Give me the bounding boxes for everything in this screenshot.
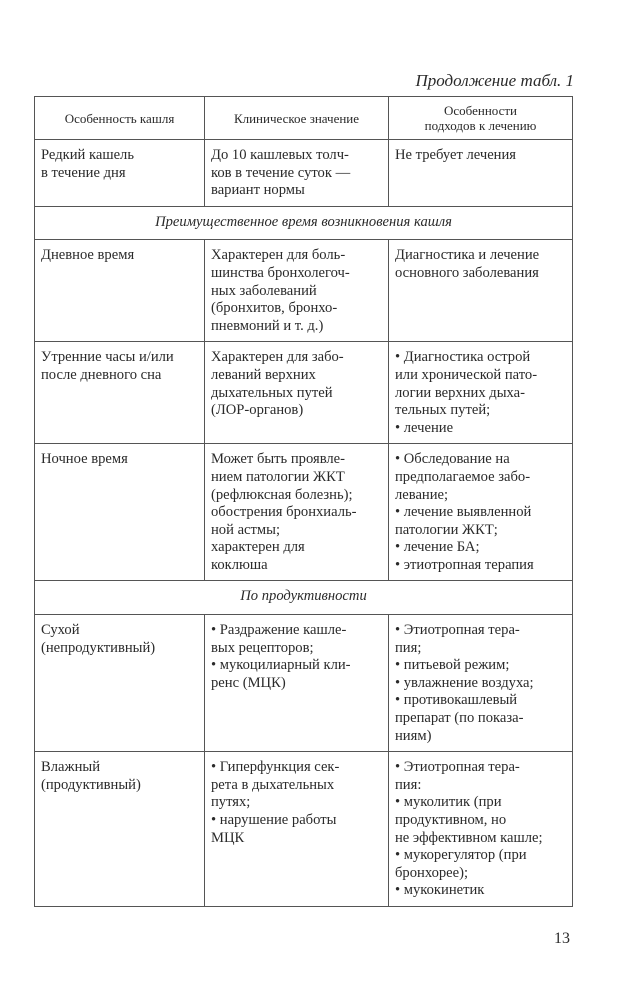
- text-line: вых рецепторов;: [211, 639, 314, 656]
- clinical-significance-cell: [205, 342, 389, 444]
- clinical-significance-cell: [205, 444, 389, 581]
- text-line: ков в течение суток —: [211, 164, 351, 181]
- header-cell-2: [389, 97, 573, 140]
- text-line: Редкий кашель: [41, 147, 134, 163]
- text-line: Характерен для забо-: [211, 349, 344, 366]
- text-line: • увлажнение воздуха;: [395, 674, 534, 691]
- text-line: рета в дыхательных: [211, 776, 335, 793]
- text-line: Не требует лечения: [395, 147, 517, 163]
- cough-feature-cell: [35, 140, 205, 207]
- text-line: ренс (МЦК): [211, 674, 286, 691]
- treatment-approach-cell: [389, 615, 573, 752]
- treatment-approach-cell: [389, 240, 573, 342]
- text-line: ниям): [395, 727, 432, 744]
- table-row: [35, 752, 573, 907]
- text-line: левание;: [395, 486, 449, 503]
- text-line: Особенность кашля: [64, 110, 175, 126]
- cough-feature-cell: [35, 752, 205, 907]
- table-row: [35, 140, 573, 207]
- text-line: основного заболевания: [395, 264, 539, 281]
- text-line: ных заболеваний: [211, 282, 317, 299]
- text-line: Влажный: [41, 759, 101, 776]
- text-line: До 10 кашлевых толч-: [211, 147, 349, 163]
- header-cell-1: [205, 97, 389, 140]
- text-line: (бронхитов, бронхо-: [211, 300, 338, 317]
- text-line: • этиотропная терапия: [395, 556, 534, 573]
- text-line: • Обследование на: [395, 451, 510, 468]
- text-line: • лечение: [395, 419, 454, 436]
- text-line: • нарушение работы: [211, 812, 337, 828]
- text-line: Ночное время: [41, 451, 128, 468]
- page-number: 13: [554, 930, 570, 947]
- text-line: в течение дня: [41, 164, 126, 181]
- text-line: подходов к лечению: [424, 118, 537, 133]
- text-line: • Диагностика острой: [395, 349, 531, 366]
- text-line: Диагностика и лечение: [395, 247, 540, 264]
- text-line: тельных путей;: [395, 402, 491, 419]
- text-line: предполагаемое забо-: [395, 468, 531, 485]
- clinical-significance-cell: [205, 615, 389, 752]
- table-body: [35, 140, 573, 907]
- text-line: коклюша: [211, 556, 268, 573]
- treatment-approach-cell: [389, 140, 573, 207]
- text-line: путях;: [211, 794, 251, 811]
- section-heading: По продуктивности: [35, 581, 573, 615]
- text-line: • Гиперфункция сек-: [211, 759, 340, 776]
- text-line: патологии ЖКТ;: [395, 521, 498, 538]
- text-line: (непродуктивный): [41, 639, 156, 656]
- cough-feature-cell: [35, 444, 205, 581]
- text-line: обострения бронхиаль-: [211, 504, 357, 521]
- text-line: МЦК: [211, 829, 245, 846]
- text-line: логии верхних дыха-: [395, 384, 525, 401]
- clinical-significance-cell: [205, 140, 389, 207]
- text-line: • лечение выявленной: [395, 504, 532, 521]
- text-line: • мукорегулятор (при: [395, 847, 527, 864]
- text-line: Особенности: [443, 103, 518, 118]
- clinical-significance-cell: [205, 240, 389, 342]
- text-line: ной астмы;: [211, 521, 280, 538]
- text-line: Дневное время: [41, 247, 135, 264]
- cough-feature-cell: [35, 615, 205, 752]
- text-line: шинства бронхолегоч-: [211, 264, 350, 281]
- text-line: • Этиотропная тера-: [395, 622, 520, 639]
- clinical-significance-cell: [205, 752, 389, 907]
- text-line: пия:: [395, 776, 422, 793]
- text-line: дыхательных путей: [211, 384, 333, 401]
- treatment-approach-cell: [389, 342, 573, 444]
- treatment-approach-cell: [389, 444, 573, 581]
- text-line: (рефлюксная болезнь);: [211, 486, 353, 503]
- text-line: • лечение БА;: [395, 539, 480, 556]
- text-line: Может быть проявле-: [211, 451, 346, 468]
- header-cell-0: [35, 97, 205, 140]
- cough-feature-cell: [35, 240, 205, 342]
- text-line: вариант нормы: [211, 182, 305, 199]
- text-line: Клиническое значение: [233, 110, 360, 126]
- text-line: • мукокинетик: [395, 882, 485, 899]
- text-line: • мукоцилиарный кли-: [211, 657, 351, 674]
- cough-feature-cell: [35, 342, 205, 444]
- text-line: • Раздражение кашле-: [211, 622, 347, 639]
- text-line: леваний верхних: [211, 366, 316, 383]
- text-line: продуктивном, но: [395, 812, 507, 828]
- text-line: пневмоний и т. д.): [211, 317, 324, 334]
- text-line: препарат (по показа-: [395, 710, 524, 727]
- table-row: [35, 615, 573, 752]
- section-row: [35, 206, 573, 240]
- section-heading: Преимущественное время возникновения кашля: [35, 206, 573, 240]
- table-row: [35, 444, 573, 581]
- treatment-approach-cell: [389, 752, 573, 907]
- table-row: [35, 342, 573, 444]
- text-line: • Этиотропная тера-: [395, 759, 520, 776]
- text-line: (продуктивный): [41, 776, 141, 793]
- text-line: Сухой: [41, 622, 80, 639]
- text-line: Утренние часы и/или: [41, 349, 174, 366]
- text-line: • противокашлевый: [395, 692, 518, 709]
- text-line: пия;: [395, 639, 422, 656]
- text-line: не эффективном кашле;: [395, 829, 543, 846]
- text-line: • муколитик (при: [395, 794, 502, 811]
- cough-characteristics-table: [34, 96, 573, 907]
- text-line: бронхорее);: [395, 864, 469, 881]
- section-row: [35, 581, 573, 615]
- text-line: (ЛОР-органов): [211, 402, 304, 419]
- text-line: нием патологии ЖКТ: [211, 468, 345, 485]
- text-line: характерен для: [211, 539, 305, 556]
- table-continuation-caption: Продолжение табл. 1: [415, 71, 574, 90]
- table-header-row: [35, 97, 573, 140]
- text-line: Характерен для боль-: [211, 247, 346, 264]
- text-line: • питьевой режим;: [395, 657, 510, 674]
- table-row: [35, 240, 573, 342]
- text-line: после дневного сна: [41, 366, 162, 383]
- text-line: или хронической пато-: [395, 366, 538, 383]
